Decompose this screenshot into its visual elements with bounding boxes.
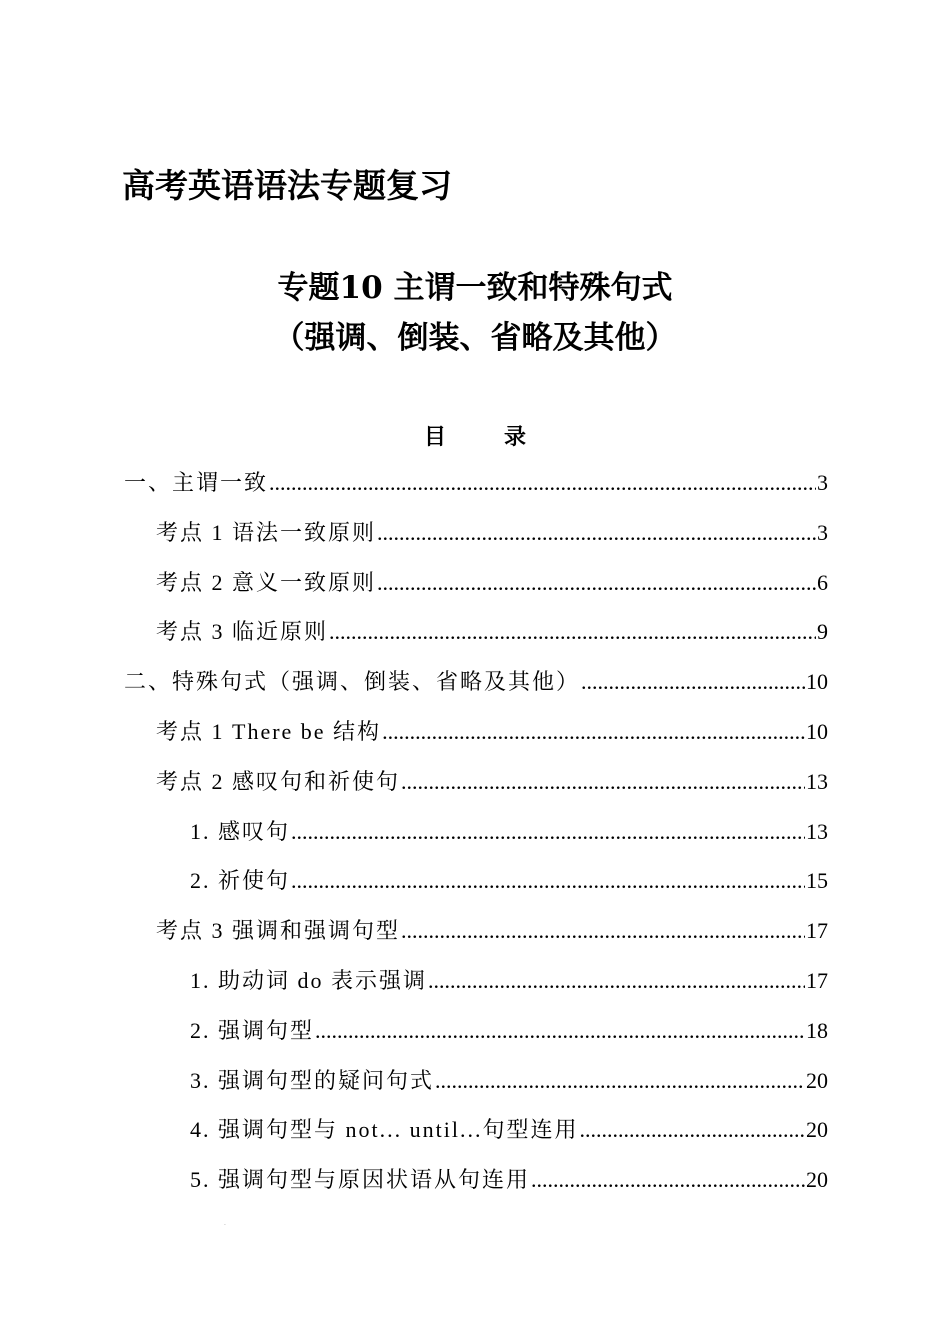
toc-entry[interactable] xyxy=(190,1113,828,1153)
toc-entry-text: 4. 强调句型与 not... until...句型连用 xyxy=(190,1117,579,1143)
toc-entry-text: 考点 2 感叹句和祈使句 xyxy=(156,768,401,794)
toc-leader-dots xyxy=(579,1117,805,1143)
toc-leader-dots xyxy=(315,1018,805,1044)
toc-page-number: 20 xyxy=(806,1067,828,1093)
toc-entry-text: 5. 强调句型与原因状语从句连用 xyxy=(190,1167,531,1193)
toc-leader-dots xyxy=(531,1167,805,1193)
toc-leader-dots xyxy=(291,819,805,845)
toc-leader-dots xyxy=(382,719,805,745)
toc-leader-dots xyxy=(377,520,816,546)
toc-leader-dots xyxy=(377,570,816,596)
toc-heading-right: 录 xyxy=(504,424,527,450)
toc-entry[interactable] xyxy=(190,964,828,1004)
toc-entry-text: 1. 助动词 do 表示强调 xyxy=(190,968,428,993)
toc-page-number: 3 xyxy=(817,470,828,495)
toc-entry-text: 考点 3 临近原则 xyxy=(156,619,329,645)
toc-leader-dots xyxy=(435,1068,805,1094)
toc-leader-dots xyxy=(269,470,816,496)
toc-entry-text: 考点 1 语法一致原则 xyxy=(156,519,377,545)
toc-entry-text: 考点 1 There be 结构 xyxy=(156,719,382,744)
toc-entry[interactable] xyxy=(190,1064,828,1104)
toc-heading xyxy=(0,420,950,451)
toc-leader-dots xyxy=(329,619,816,645)
toc-entry[interactable] xyxy=(156,715,828,755)
toc-entry-text: 2. 强调句型 xyxy=(190,1017,315,1043)
toc-entry[interactable] xyxy=(156,566,828,606)
toc-leader-dots xyxy=(428,968,805,994)
toc-page-number: 15 xyxy=(806,868,828,894)
toc-entry-text: 1. 感叹句 xyxy=(190,818,291,844)
toc-page-number: 13 xyxy=(806,768,828,794)
toc-entry[interactable] xyxy=(190,815,828,855)
toc-entry[interactable] xyxy=(190,864,828,904)
toc-entry[interactable] xyxy=(156,615,828,655)
toc-entry-text: 考点 2 意义一致原则 xyxy=(156,569,377,595)
toc-leader-dots xyxy=(291,868,805,894)
toc-entry[interactable] xyxy=(156,765,828,805)
toc-leader-dots xyxy=(401,769,805,795)
toc-heading-left: 目 xyxy=(423,424,446,450)
toc-entry[interactable] xyxy=(190,1163,828,1203)
toc-leader-dots xyxy=(401,918,805,944)
toc-page-number: 3 xyxy=(817,519,828,545)
toc-page-number: 17 xyxy=(806,918,828,944)
toc-page-number: 18 xyxy=(806,1017,828,1043)
toc-entry-text: 考点 3 强调和强调句型 xyxy=(156,918,401,944)
series-title: 高考英语语法专题复习 xyxy=(122,166,452,205)
toc-entry-text: 二、特殊句式（强调、倒装、省略及其他） xyxy=(124,669,581,695)
toc-page-number: 20 xyxy=(806,1117,828,1143)
toc-entry-text: 3. 强调句型的疑问句式 xyxy=(190,1067,435,1093)
toc-page-number: 9 xyxy=(817,619,828,645)
toc-entry-text: 一、主谓一致 xyxy=(124,470,269,495)
toc-entry[interactable] xyxy=(190,1014,828,1054)
toc-page-number: 10 xyxy=(806,719,828,744)
topic-title: 专题10 主谓一致和特殊句式 xyxy=(277,270,673,306)
footer-mark: · xyxy=(224,1222,226,1229)
toc-entry[interactable] xyxy=(156,914,828,954)
topic-subtitle: （强调、倒装、省略及其他） xyxy=(273,320,677,356)
toc-entry[interactable] xyxy=(156,516,828,556)
toc-entry-text: 2. 祈使句 xyxy=(190,868,291,894)
toc-page-number: 20 xyxy=(806,1167,828,1193)
toc-page-number: 13 xyxy=(806,818,828,844)
toc-entry[interactable] xyxy=(124,665,828,705)
toc-page-number: 10 xyxy=(806,669,828,695)
toc-page-number: 17 xyxy=(806,968,828,993)
toc-leader-dots xyxy=(581,669,805,695)
toc-entry[interactable] xyxy=(124,466,828,506)
toc-page-number: 6 xyxy=(817,569,828,595)
